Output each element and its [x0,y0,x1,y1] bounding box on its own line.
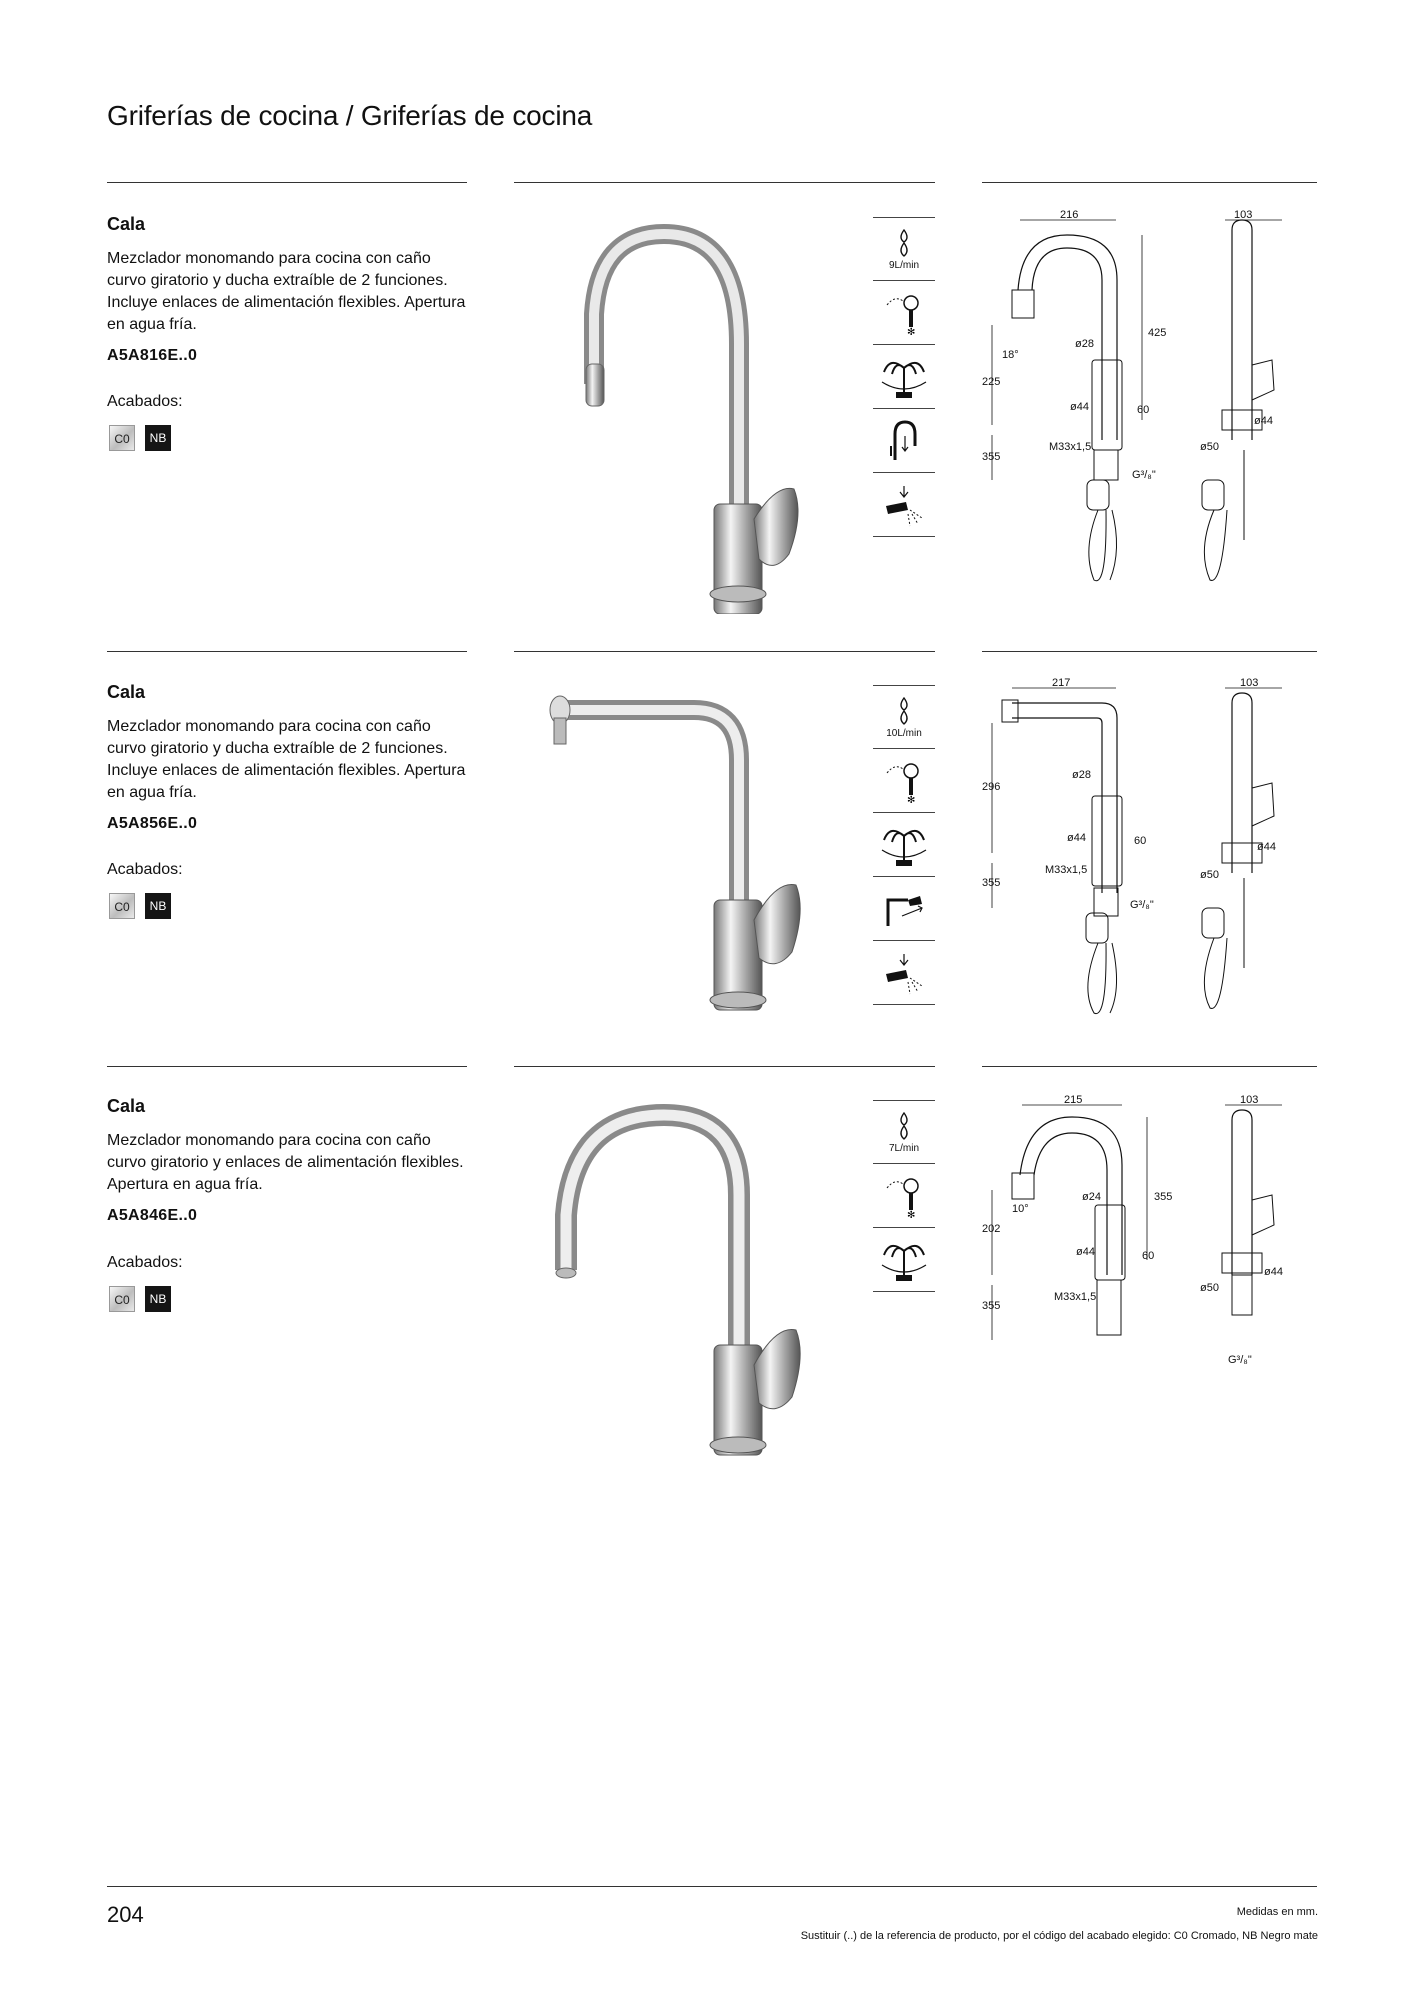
flow-rate: 10L/min [886,727,922,739]
swivel-spout-icon [873,813,935,877]
faucet-photo [514,680,854,1030]
finish-swatch-chrome: C0 [109,1286,135,1312]
dim-base-diameter: ø50 [1200,1282,1219,1294]
divider [107,651,467,652]
footer-note: Medidas en mm. [1236,1906,1318,1918]
product-reference: A5A846E..0 [107,1207,198,1224]
cold-water-opening-icon [873,749,935,813]
dim-tail: 355 [982,1300,1001,1312]
dim-body-diameter: ø44 [1067,832,1086,844]
dim-spout-diameter: ø24 [1082,1191,1101,1203]
cold-water-opening-icon [873,281,935,345]
dim-spout-diameter: ø28 [1075,338,1094,350]
dim-angle: 18° [1002,349,1019,361]
finish-swatch-black: NB [145,893,171,919]
cold-water-opening-icon [873,1164,935,1228]
feature-icons [873,1100,935,1292]
dim-spout-reach: 216 [1060,210,1079,221]
dim-depth: 103 [1234,210,1253,221]
two-function-spray-icon [873,941,935,1005]
svg-text:✻: ✻ [907,794,916,803]
dim-tail: 355 [982,451,1001,463]
dim-spout-reach: 215 [1064,1095,1083,1106]
dim-handle: 60 [1134,835,1147,847]
product-name: Cala [107,682,146,702]
flow-rate: 9L/min [888,259,919,271]
two-function-spray-icon [873,473,935,537]
footer-divider [107,1886,1317,1887]
page-number: 204 [107,1902,144,1927]
dim-body-diameter: ø44 [1070,401,1089,413]
water-drop-icon [873,1100,935,1164]
technical-drawing [982,210,1322,590]
dim-hose-connection: G³/₈" [1130,899,1154,911]
dim-spout-height: 225 [982,376,1001,388]
finishes-label: Acabados: [107,393,183,410]
feature-icons [873,217,935,537]
dim-thread: M33x1,5 [1049,441,1092,453]
dim-hose-connection: G³/₈" [1228,1354,1252,1366]
finishes-label: Acabados: [107,1254,183,1271]
technical-drawing [982,1095,1322,1395]
finishes-label: Acabados: [107,861,183,878]
pull-out-hose-icon [873,409,935,473]
divider [982,651,1317,652]
feature-icons [873,685,935,1005]
dim-spout-reach: 217 [1052,678,1071,689]
faucet-photo [514,1095,854,1485]
product-name: Cala [107,1096,146,1116]
dim-spout-diameter: ø28 [1072,769,1091,781]
page-title: Griferías de cocina / Griferías de cocina [107,100,593,131]
dim-height: 355 [1154,1191,1173,1203]
dim-base-diameter: ø50 [1200,441,1219,453]
dim-body-diameter: ø44 [1076,1246,1095,1258]
svg-text:✻: ✻ [907,1209,916,1218]
divider [514,651,935,652]
dim-height: 425 [1148,327,1167,339]
faucet-photo [514,214,854,614]
dim-angle: 10° [1012,1203,1029,1215]
divider [982,1066,1317,1067]
dim-thread: M33x1,5 [1054,1291,1097,1303]
product-description: Mezclador monomando para cocina con caño curvo giratorio y enlaces de alimentación flexibles. Apertura en agua fría. [107,1132,464,1193]
swivel-spout-icon [873,1228,935,1292]
technical-drawing [982,678,1322,1028]
dim-depth: 103 [1240,678,1259,689]
divider [982,182,1317,183]
dim-depth: 103 [1240,1095,1259,1106]
product-reference: A5A816E..0 [107,347,198,364]
dim-spout-height: 296 [982,781,1001,793]
pull-out-spray-icon [873,877,935,941]
dim-base-diameter: ø50 [1200,869,1219,881]
finish-swatch-chrome: C0 [109,893,135,919]
divider [107,182,467,183]
finish-swatch-black: NB [145,425,171,451]
water-drop-icon [873,685,935,749]
finish-swatch-black: NB [145,1286,171,1312]
dim-body-side-diameter: ø44 [1264,1266,1283,1278]
swivel-spout-icon [873,345,935,409]
product-description: Mezclador monomando para cocina con caño curvo giratorio y ducha extraíble de 2 funciones. Incluye enlaces de alimentación flexibles. Apertura en agua fría. [107,718,466,801]
svg-text:✻: ✻ [907,326,916,335]
finish-swatch-chrome: C0 [109,425,135,451]
dim-handle: 60 [1137,404,1150,416]
divider [107,1066,467,1067]
dim-handle: 60 [1142,1250,1155,1262]
divider [514,182,935,183]
footer-finish-note: Sustituir (..) de la referencia de producto, por el código del acabado elegido: C0 Cromado, NB Negro mate [800,1930,1318,1942]
dim-tail: 355 [982,877,1001,889]
flow-rate: 7L/min [888,1142,919,1154]
dim-thread: M33x1,5 [1045,864,1088,876]
divider [514,1066,935,1067]
product-description: Mezclador monomando para cocina con caño curvo giratorio y ducha extraíble de 2 funciones. Incluye enlaces de alimentación flexibles. Apertura en agua fría. [107,250,466,333]
dim-hose-connection: G³/₈" [1132,469,1156,481]
dim-spout-height: 202 [982,1223,1001,1235]
dim-body-side-diameter: ø44 [1257,841,1276,853]
product-reference: A5A856E..0 [107,815,198,832]
water-drop-icon [873,217,935,281]
product-name: Cala [107,214,146,234]
dim-body-side-diameter: ø44 [1254,415,1273,427]
